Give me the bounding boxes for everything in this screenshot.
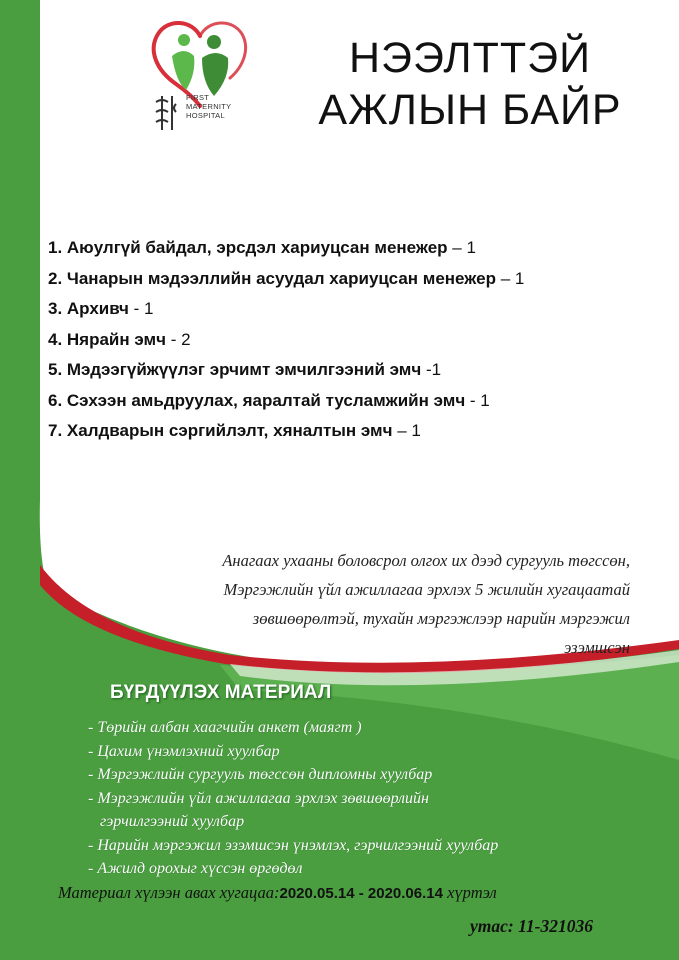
contact-phone: утас: 11-321036 (470, 916, 593, 936)
positions-list (48, 233, 524, 447)
requirement-line-4: эзэмшсэн (564, 638, 630, 657)
title-line-1: НЭЭЛТТЭЙ (348, 34, 591, 82)
position-item-6 (48, 386, 524, 417)
logo-line-3: HOSPITAL (186, 111, 225, 120)
deadline-line (58, 883, 497, 903)
position-label: 4. Нярайн эмч (48, 329, 171, 349)
requirement-line-2: Мэргэжлийн үйл ажиллагаа эрхлэх 5 жилийн хугацаатай (223, 580, 630, 599)
position-label: 2. Чанарын мэдээллийн асуудал хариуцсан менежер (48, 268, 501, 288)
logo-line-1: FIRST (186, 93, 210, 102)
materials-list (88, 716, 498, 881)
position-item-2 (48, 264, 524, 295)
requirements-text (90, 546, 630, 662)
position-count: – 1 (452, 238, 476, 257)
page-title (300, 32, 640, 136)
requirement-line-1: Анагаах ухааны боловсрол олгох их дээд сургууль төгссөн, (222, 551, 630, 570)
position-count: - 1 (469, 390, 490, 410)
position-count: - 1 (133, 299, 154, 318)
position-item-7 (48, 416, 524, 447)
position-label: 7. Халдварын сэргийлэлт, хяналтын эмч (48, 421, 398, 440)
material-item-2: - Цахим үнэмлэхний хуулбар (88, 742, 280, 760)
position-label: 3. Архивч (48, 299, 134, 318)
material-item-5: - Нарийн мэргэжил эзэмшсэн үнэмлэх, гэрчилгээний хуулбар (88, 836, 499, 854)
material-item-1: - Төрийн албан хаагчийн анкет (маягт ) (88, 719, 362, 736)
material-item-4-line-1: - Мэргэжлийн үйл ажиллагаа эрхлэх зөвшөөрлийн (88, 789, 429, 807)
title-line-2: АЖЛЫН БАЙР (318, 86, 622, 134)
position-item-4 (48, 325, 524, 356)
materials-heading: БҮРДҮҮЛЭХ МАТЕРИАЛ (110, 682, 332, 703)
position-count: - 2 (170, 329, 191, 349)
logo-hospital-name (186, 93, 231, 120)
deadline-prefix: Материал хүлээн авах хугацаа: (58, 883, 280, 902)
material-item-3: - Мэргэжлийн сургууль төгссөн дипломны хуулбар (88, 766, 433, 783)
material-item-4-line-2: гэрчилгээний хуулбар (100, 813, 245, 830)
position-item-3 (48, 294, 524, 325)
position-count: – 1 (397, 421, 421, 440)
position-label: 5. Мэдээгүйжүүлэг эрчимт эмчилгээний эмч (48, 360, 426, 379)
material-item-4 (88, 787, 498, 834)
position-item-5 (48, 355, 524, 386)
position-count: – 1 (500, 268, 525, 288)
requirement-line-3: зөвшөөрөлтэй, тухайн мэргэжлээр нарийн мэргэжил (252, 609, 630, 628)
deadline-dates: 2020.05.14 - 2020.06.14 (279, 885, 443, 902)
position-count: -1 (425, 360, 442, 379)
position-item-1 (48, 233, 524, 264)
deadline-suffix: хүртэл (442, 883, 497, 902)
material-item-6: - Ажилд орохыг хүссэн өргөдөл (88, 860, 303, 877)
logo-line-2: MATERNITY (186, 102, 232, 111)
left-green-strip (0, 0, 55, 640)
position-label: 1. Аюулгүй байдал, эрсдэл хариуцсан менежер (48, 238, 453, 257)
position-label: 6. Сэхээн амьдруулах, яаралтай тусламжийн эмч (48, 390, 470, 410)
